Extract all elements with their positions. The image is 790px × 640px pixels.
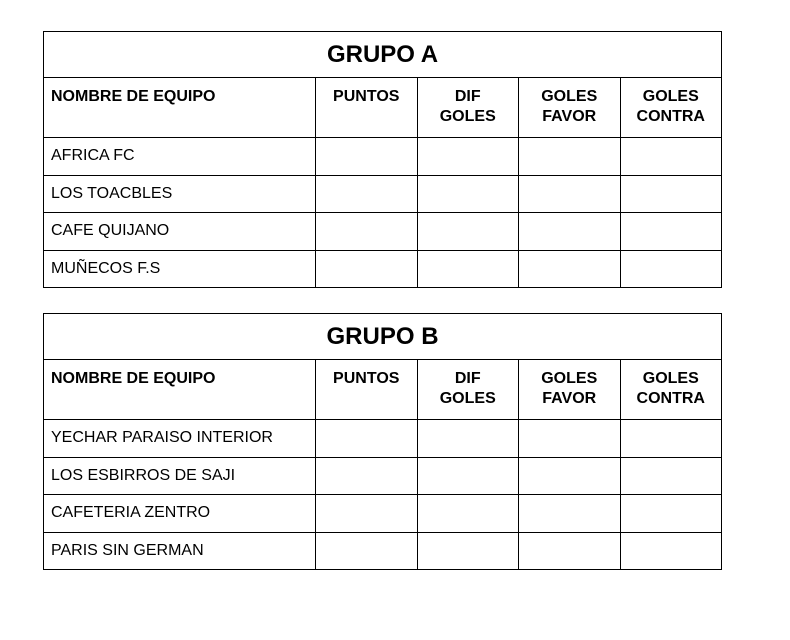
header-dif-line1: DIF — [454, 88, 481, 105]
header-dif-line2: GOLES — [439, 390, 496, 407]
goles-contra-cell[interactable] — [620, 138, 722, 176]
header-goles-contra — [620, 360, 722, 420]
team-name: CAFETERIA ZENTRO — [44, 495, 316, 533]
dif-goles-cell[interactable] — [417, 213, 519, 251]
goles-favor-cell[interactable] — [519, 138, 621, 176]
header-dif-line1: DIF — [454, 370, 481, 387]
goles-favor-cell[interactable] — [519, 495, 621, 533]
header-favor-line1: GOLES — [541, 370, 598, 387]
dif-goles-cell[interactable] — [417, 175, 519, 213]
goles-contra-cell[interactable] — [620, 213, 722, 251]
goles-favor-cell[interactable] — [519, 213, 621, 251]
header-favor-line2: FAVOR — [542, 108, 597, 125]
goles-contra-cell[interactable] — [620, 175, 722, 213]
team-name: MUÑECOS F.S — [44, 250, 316, 288]
header-contra-line1: GOLES — [642, 88, 699, 105]
dif-goles-cell[interactable] — [417, 420, 519, 458]
header-favor-line1: GOLES — [541, 88, 598, 105]
group-title: GRUPO A — [44, 32, 722, 78]
header-puntos: PUNTOS — [316, 360, 418, 420]
header-favor-line2: FAVOR — [542, 390, 597, 407]
puntos-cell[interactable] — [316, 213, 418, 251]
dif-goles-cell[interactable] — [417, 250, 519, 288]
header-goles-favor — [519, 78, 621, 138]
header-goles-contra — [620, 78, 722, 138]
puntos-cell[interactable] — [316, 250, 418, 288]
dif-goles-cell[interactable] — [417, 495, 519, 533]
table-row — [44, 457, 722, 495]
header-puntos: PUNTOS — [316, 78, 418, 138]
team-name: PARIS SIN GERMAN — [44, 532, 316, 570]
header-dif-goles — [417, 78, 519, 138]
puntos-cell[interactable] — [316, 420, 418, 458]
header-dif-goles — [417, 360, 519, 420]
team-name: AFRICA FC — [44, 138, 316, 176]
table-row — [44, 175, 722, 213]
puntos-cell[interactable] — [316, 532, 418, 570]
header-contra-line2: CONTRA — [636, 108, 705, 125]
puntos-cell[interactable] — [316, 495, 418, 533]
table-row — [44, 495, 722, 533]
puntos-cell[interactable] — [316, 175, 418, 213]
puntos-cell[interactable] — [316, 138, 418, 176]
table-row — [44, 532, 722, 570]
header-team-name: NOMBRE DE EQUIPO — [44, 78, 316, 138]
table-row — [44, 250, 722, 288]
team-name: LOS ESBIRROS DE SAJI — [44, 457, 316, 495]
goles-favor-cell[interactable] — [519, 420, 621, 458]
goles-favor-cell[interactable] — [519, 457, 621, 495]
header-contra-line1: GOLES — [642, 370, 699, 387]
goles-contra-cell[interactable] — [620, 495, 722, 533]
goles-favor-cell[interactable] — [519, 532, 621, 570]
table-row — [44, 213, 722, 251]
puntos-cell[interactable] — [316, 457, 418, 495]
team-name: YECHAR PARAISO INTERIOR — [44, 420, 316, 458]
header-goles-favor — [519, 360, 621, 420]
dif-goles-cell[interactable] — [417, 138, 519, 176]
header-team-name: NOMBRE DE EQUIPO — [44, 360, 316, 420]
dif-goles-cell[interactable] — [417, 532, 519, 570]
goles-contra-cell[interactable] — [620, 420, 722, 458]
goles-contra-cell[interactable] — [620, 532, 722, 570]
goles-contra-cell[interactable] — [620, 457, 722, 495]
group-b-table — [43, 313, 722, 570]
goles-favor-cell[interactable] — [519, 250, 621, 288]
team-name: LOS TOACBLES — [44, 175, 316, 213]
header-contra-line2: CONTRA — [636, 390, 705, 407]
group-title: GRUPO B — [44, 314, 722, 360]
goles-favor-cell[interactable] — [519, 175, 621, 213]
team-name: CAFE QUIJANO — [44, 213, 316, 251]
table-row — [44, 138, 722, 176]
header-dif-line2: GOLES — [439, 108, 496, 125]
dif-goles-cell[interactable] — [417, 457, 519, 495]
table-row — [44, 420, 722, 458]
goles-contra-cell[interactable] — [620, 250, 722, 288]
group-a-table — [43, 31, 722, 288]
